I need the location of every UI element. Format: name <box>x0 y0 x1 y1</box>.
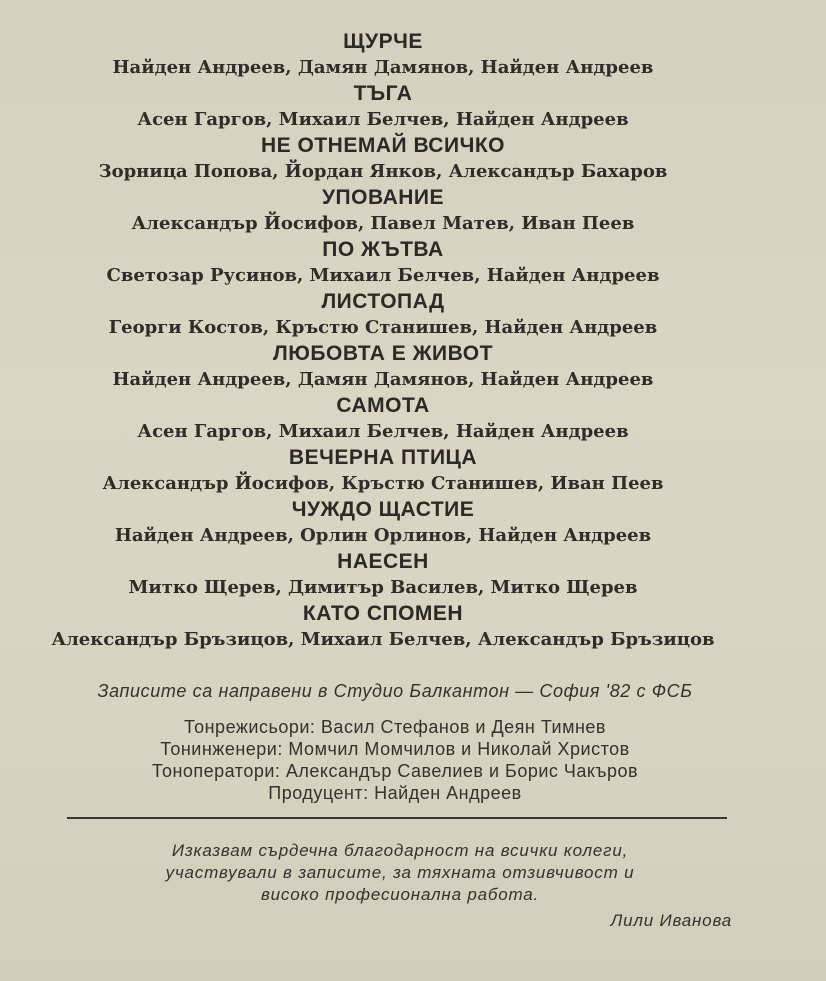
track-title: ЧУЖДО ЩАСТИЕ <box>291 498 475 521</box>
track-credits: Александър Бръзицов, Михаил Белчев, Александър Бръзицов <box>51 629 715 650</box>
track-credits: Светозар Русинов, Михаил Белчев, Найден Андреев <box>106 265 660 286</box>
track-item <box>0 30 766 82</box>
track-credits: Георги Костов, Кръстю Станишев, Найден Андреев <box>108 317 658 338</box>
track-item <box>0 238 766 290</box>
thanks-message <box>0 840 800 906</box>
track-item <box>0 186 766 238</box>
track-title: ПО ЖЪТВА <box>322 238 444 261</box>
track-item <box>0 602 766 654</box>
track-item <box>0 498 766 550</box>
producer-line: Продуцент: Найден Андреев <box>268 783 522 803</box>
track-item <box>0 82 766 134</box>
recording-note: Записите са направени в Студио Балкантон — София '82 с ФСБ <box>97 681 693 701</box>
track-item <box>0 134 766 186</box>
track-credits: Асен Гаргов, Михаил Белчев, Найден Андреев <box>137 421 629 442</box>
track-credits: Александър Йосифов, Павел Матев, Иван Пеев <box>131 213 635 234</box>
sound-engineers-line: Тонинженери: Момчил Момчилов и Николай Христов <box>160 739 630 759</box>
track-title: ЛЮБОВТА Е ЖИВОТ <box>273 342 493 365</box>
track-item <box>0 446 766 498</box>
track-title: УПОВАНИЕ <box>321 186 445 209</box>
track-credits: Найден Андреев, Орлин Орлинов, Найден Андреев <box>114 525 652 546</box>
thanks-line: участвували в записите, за тяхната отзивчивост и <box>165 863 635 882</box>
track-list <box>0 30 766 654</box>
track-title: ЛИСТОПАД <box>321 290 445 313</box>
track-credits: Асен Гаргов, Михаил Белчев, Найден Андреев <box>137 109 629 130</box>
track-title: ТЪГА <box>353 82 413 105</box>
sound-operators-line: Тоноператори: Александър Савелиев и Борис Чакъров <box>151 761 639 781</box>
track-item <box>0 342 766 394</box>
track-credits: Александър Йосифов, Кръстю Станишев, Иван Пеев <box>102 473 664 494</box>
track-credits: Найден Андреев, Дамян Дамянов, Найден Андреев <box>112 57 654 78</box>
track-title: САМОТА <box>336 394 430 417</box>
track-title: ЩУРЧЕ <box>343 30 423 53</box>
track-credits: Зорница Попова, Йордан Янков, Александър Бахаров <box>98 161 668 182</box>
track-item <box>0 290 766 342</box>
track-title: ВЕЧЕРНА ПТИЦА <box>288 446 478 469</box>
track-item <box>0 394 766 446</box>
sound-directors-line: Тонрежисьори: Васил Стефанов и Деян Тимнев <box>184 717 606 737</box>
track-item <box>0 550 766 602</box>
track-credits: Митко Щерев, Димитър Василев, Митко Щерев <box>128 577 638 598</box>
production-notes <box>0 680 790 804</box>
track-title: КАТО СПОМЕН <box>302 602 464 625</box>
track-credits: Найден Андреев, Дамян Дамянов, Найден Андреев <box>112 369 654 390</box>
signature: Лили Иванова <box>610 911 732 930</box>
divider-line <box>67 817 727 819</box>
thanks-line: високо професионална работа. <box>260 885 540 904</box>
thanks-line: Изказвам сърдечна благодарност на всички колеги, <box>171 841 629 860</box>
track-title: НЕ ОТНЕМАЙ ВСИЧКО <box>261 134 505 157</box>
track-title: НАЕСЕН <box>337 550 429 573</box>
